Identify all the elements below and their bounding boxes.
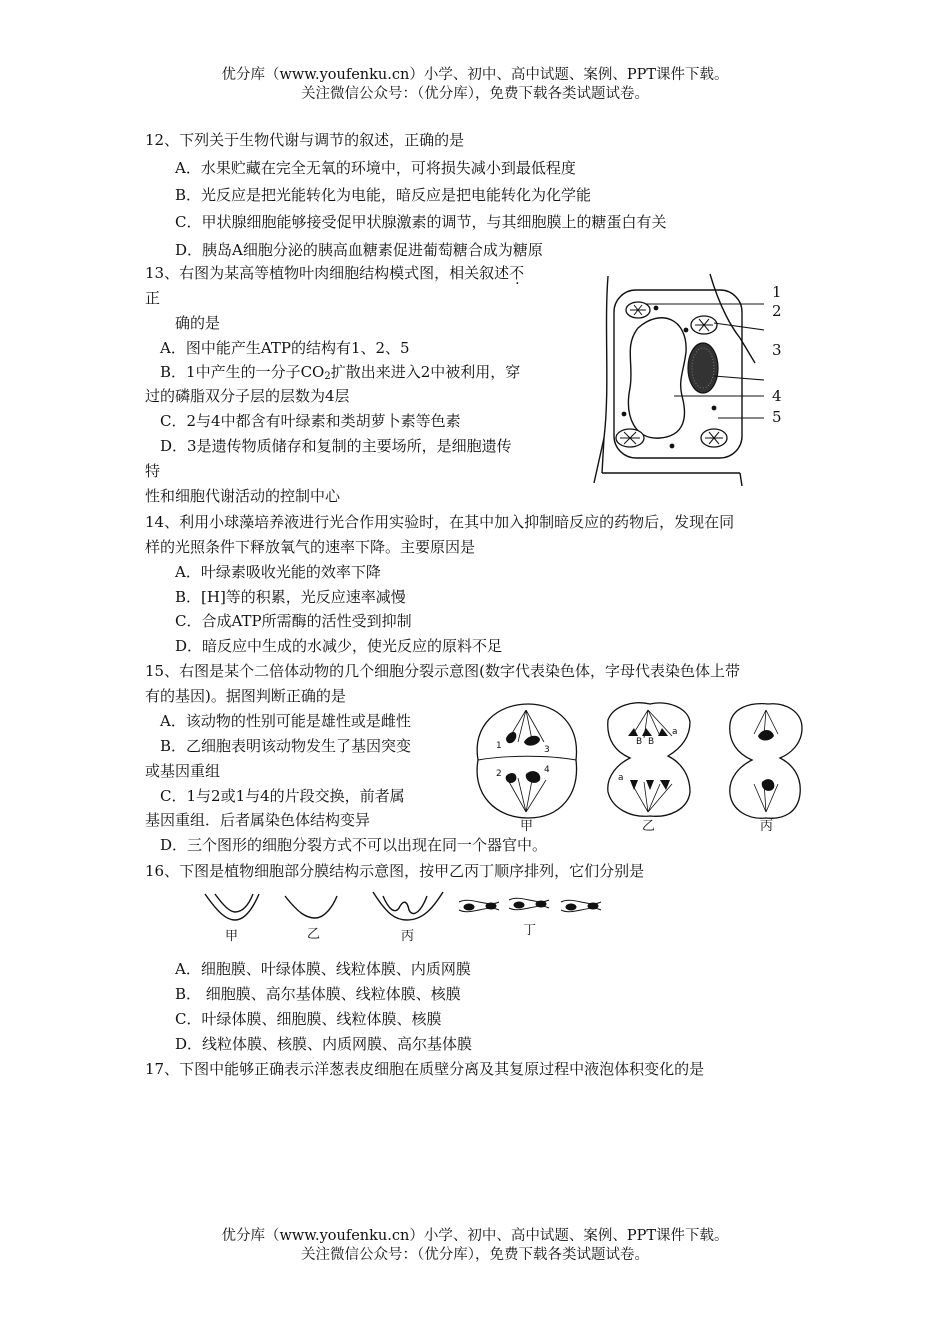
q12-stem: 12、下列关于生物代谢与调节的叙述，正确的是 [145, 131, 465, 149]
q13-option-b-line1 [160, 362, 520, 387]
chloroplast-top-right [691, 316, 717, 334]
membrane-jia-inner [215, 894, 253, 912]
plant-cell-figure [590, 268, 800, 490]
q14-stem-line1: 14、利用小球藻培养液进行光合作用实验时，在其中加入抑制暗反应的药物后，发现在同 [145, 513, 735, 531]
cell-label-bing: 丙 [760, 819, 774, 834]
q13-option-c: C．2与4中都含有叶绿素和类胡萝卜素等色素 [160, 412, 461, 430]
q12-option-d: D．胰岛A细胞分泌的胰高血糖素促进葡萄糖合成为糖原 [175, 241, 543, 259]
gene-letter-b-2: B [648, 737, 655, 747]
nucleus [688, 343, 718, 393]
membrane-structures-figure [195, 888, 615, 946]
q13-b-subscript: 2 [324, 371, 331, 382]
footer-line-2: 关注微信公众号：（优分库），免费下载各类试题试卷。 [301, 1247, 649, 1263]
gene-letter-a-2: a [618, 773, 624, 783]
membrane-yi [285, 896, 337, 918]
cell-label-3: 3 [772, 341, 782, 359]
page-header [0, 66, 950, 104]
q14-option-a: A．叶绿素吸收光能的效率下降 [175, 563, 381, 581]
header-line-1: 优分库（www.youfenku.cn）小学、初中、高中试题、案例、PPT课件下载。 [221, 67, 729, 83]
q13-stem-text: 13、右图为某高等植物叶肉细胞结构模式图，相关叙述 [145, 264, 510, 282]
q15-stem-line2: 有的基因)。据图判断正确的是 [145, 687, 346, 705]
cell-label-4: 4 [772, 387, 782, 405]
q13-b-text-pre: B．1中产生的一分子CO [160, 363, 325, 381]
q14-option-c: C．合成ATP所需酶的活性受到抑制 [175, 612, 412, 630]
q14-option-d: D．暗反应中生成的水减少，使光反应的原料不足 [175, 637, 503, 655]
cell-label-yi: 乙 [642, 819, 656, 834]
q14-option-b: B．[H]等的积累，光反应速率减慢 [175, 588, 406, 606]
cell-bing-outline [730, 704, 802, 819]
q13-option-d-line2: 特 [145, 462, 161, 480]
spindle-lines [508, 710, 778, 812]
q16-option-a: A．细胞膜、叶绿体膜、线粒体膜、内质网膜 [175, 960, 471, 978]
chromosome-number-1: 1 [496, 741, 502, 751]
q16-option-c: C．叶绿体膜、细胞膜、线粒体膜、核膜 [175, 1010, 442, 1028]
cell-label-jia: 甲 [520, 819, 534, 834]
q12-option-a: A．水果贮藏在完全无氧的环境中，可将损失减小到最低程度 [175, 159, 576, 177]
q15-option-d: D．三个图形的细胞分裂方式不可以出现在同一个器官中。 [160, 836, 548, 854]
membrane-label-jia: 甲 [225, 929, 239, 944]
q13-stem-emphasis: 不 [509, 264, 525, 282]
cell-label-1: 1 [772, 283, 782, 301]
q15-option-b-line2: 或基因重组 [145, 762, 221, 780]
membrane-label-bing: 丙 [401, 929, 415, 944]
q15-option-a: A．该动物的性别可能是雄性或是雌性 [160, 712, 411, 730]
q12-option-b: B．光反应是把光能转化为电能，暗反应是把电能转化为化学能 [175, 186, 592, 204]
q15-option-c-line2: 基因重组．后者属染色体结构变异 [145, 811, 371, 829]
q16-stem: 16、下图是植物细胞部分膜结构示意图，按甲乙丙丁顺序排列，它们分别是 [145, 862, 645, 880]
cell-jia-outline [477, 704, 576, 818]
membrane-bing-inner [383, 896, 427, 914]
q13-option-a: A．图中能产生ATP的结构有1、2、5 [160, 339, 410, 357]
header-line-2: 关注微信公众号：（优分库），免费下载各类试题试卷。 [301, 86, 649, 102]
cell-yi-outline [608, 703, 690, 817]
chromosome-number-2: 2 [496, 769, 502, 779]
chromosome-number-4: 4 [544, 765, 550, 775]
q13-option-d-line1: D．3是遗传物质储存和复制的主要场所，是细胞遗传 [160, 437, 512, 455]
q13-stem-line1 [145, 263, 524, 283]
chloroplast-bottom-left [616, 429, 644, 447]
membrane-label-yi: 乙 [307, 927, 321, 942]
q13-option-b-line2: 过的磷脂双分子层的层数为4层 [145, 387, 350, 405]
q16-option-d: D．线粒体膜、核膜、内质网膜、高尔基体膜 [175, 1035, 473, 1053]
q12-option-c: C．甲状腺细胞能够接受促甲状腺激素的调节，与其细胞膜上的糖蛋白有关 [175, 213, 667, 231]
q14-stem-line2: 样的光照条件下释放氧气的速率下降。主要原因是 [145, 538, 476, 556]
cell-label-2: 2 [772, 302, 782, 320]
q13-option-d-line3: 性和细胞代谢活动的控制中心 [145, 487, 341, 505]
gene-letter-a-1: a [672, 727, 678, 737]
q16-option-b: B． 细胞膜、高尔基体膜、线粒体膜、核膜 [175, 985, 461, 1003]
cell-label-5: 5 [772, 408, 782, 426]
cell-division-figure [468, 700, 813, 835]
q13-stem-line2: 正 [145, 289, 161, 307]
q13-b-text-post: 扩散出来进入2中被利用，穿 [330, 363, 521, 381]
q17-stem: 17、下图中能够正确表示洋葱表皮细胞在质壁分离及其复原过程中液泡体积变化的是 [145, 1060, 705, 1078]
membrane-label-ding: 丁 [523, 923, 537, 938]
chromosome-number-3: 3 [544, 745, 550, 755]
gene-letter-b-1: B [636, 737, 643, 747]
q15-option-b-line1: B．乙细胞表明该动物发生了基因突变 [160, 737, 412, 755]
vacuole [628, 318, 686, 438]
membrane-ding [459, 898, 601, 911]
q15-option-c-line1: C．1与2或1与4的片段交换，前者属 [160, 787, 405, 805]
q13-stem-line3: 确的是 [175, 314, 221, 332]
chloroplast-bottom-right [701, 429, 727, 447]
q15-stem-line1: 15、右图是某个二倍体动物的几个细胞分裂示意图(数字代表染色体，字母代表染色体上带 [145, 662, 740, 680]
footer-line-1: 优分库（www.youfenku.cn）小学、初中、高中试题、案例、PPT课件下载。 [221, 1228, 729, 1244]
page-footer [0, 1227, 950, 1265]
